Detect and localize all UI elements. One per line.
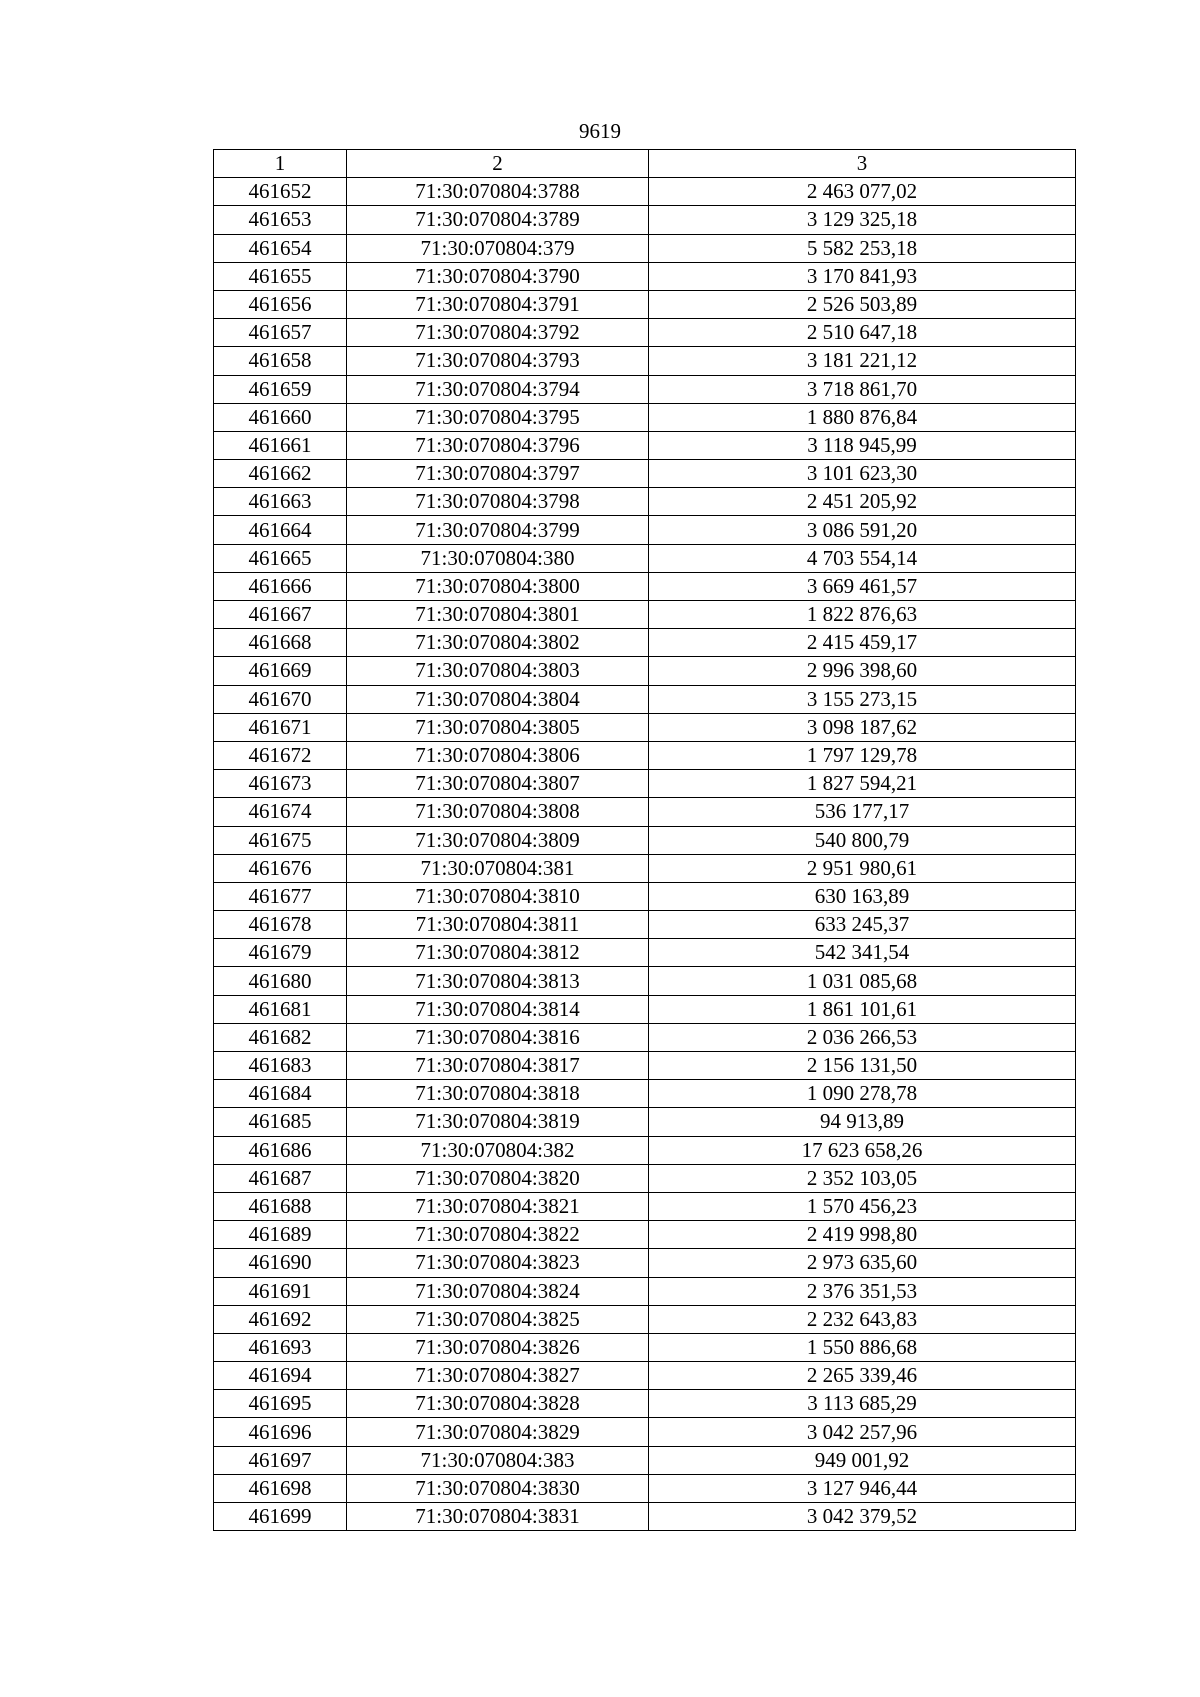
row-number-cell: 461686 — [214, 1136, 347, 1164]
value-cell: 3 127 946,44 — [649, 1474, 1076, 1502]
table-row — [214, 1080, 1076, 1108]
row-number-cell: 461653 — [214, 206, 347, 234]
value-cell: 2 419 998,80 — [649, 1221, 1076, 1249]
row-number-cell: 461671 — [214, 713, 347, 741]
value-cell: 633 245,37 — [649, 911, 1076, 939]
table-row — [214, 1474, 1076, 1502]
cadastral-number-cell: 71:30:070804:3796 — [347, 431, 649, 459]
row-number-cell: 461681 — [214, 995, 347, 1023]
value-cell: 540 800,79 — [649, 826, 1076, 854]
row-number-cell: 461668 — [214, 629, 347, 657]
cadastral-number-cell: 71:30:070804:3816 — [347, 1023, 649, 1051]
row-number-cell: 461676 — [214, 854, 347, 882]
value-cell: 3 155 273,15 — [649, 685, 1076, 713]
row-number-cell: 461663 — [214, 488, 347, 516]
table-row — [214, 854, 1076, 882]
table-row — [214, 319, 1076, 347]
value-cell: 1 880 876,84 — [649, 403, 1076, 431]
cadastral-number-cell: 71:30:070804:3794 — [347, 375, 649, 403]
cadastral-number-cell: 71:30:070804:3824 — [347, 1277, 649, 1305]
row-number-cell: 461674 — [214, 798, 347, 826]
table-row — [214, 1503, 1076, 1531]
cadastral-number-cell: 71:30:070804:383 — [347, 1446, 649, 1474]
row-number-cell: 461697 — [214, 1446, 347, 1474]
cadastral-number-cell: 71:30:070804:3801 — [347, 601, 649, 629]
cadastral-number-cell: 71:30:070804:3799 — [347, 516, 649, 544]
value-cell: 2 526 503,89 — [649, 290, 1076, 318]
value-cell: 3 118 945,99 — [649, 431, 1076, 459]
cadastral-number-cell: 71:30:070804:3811 — [347, 911, 649, 939]
row-number-cell: 461680 — [214, 967, 347, 995]
cadastral-number-cell: 71:30:070804:381 — [347, 854, 649, 882]
value-cell: 2 232 643,83 — [649, 1305, 1076, 1333]
row-number-cell: 461659 — [214, 375, 347, 403]
table-row — [214, 1418, 1076, 1446]
table-row — [214, 1052, 1076, 1080]
cadastral-number-cell: 71:30:070804:3797 — [347, 460, 649, 488]
table-row — [214, 206, 1076, 234]
cadastral-number-cell: 71:30:070804:3814 — [347, 995, 649, 1023]
table-body — [214, 178, 1076, 1531]
cadastral-number-cell: 71:30:070804:3830 — [347, 1474, 649, 1502]
row-number-cell: 461673 — [214, 770, 347, 798]
table-row — [214, 1446, 1076, 1474]
table-row — [214, 1108, 1076, 1136]
value-cell: 1 031 085,68 — [649, 967, 1076, 995]
row-number-cell: 461699 — [214, 1503, 347, 1531]
table-row — [214, 995, 1076, 1023]
cadastral-number-cell: 71:30:070804:3791 — [347, 290, 649, 318]
table-row — [214, 403, 1076, 431]
row-number-cell: 461666 — [214, 572, 347, 600]
value-cell: 2 376 351,53 — [649, 1277, 1076, 1305]
table-header — [214, 150, 1076, 178]
cadastral-number-cell: 71:30:070804:3812 — [347, 939, 649, 967]
row-number-cell: 461689 — [214, 1221, 347, 1249]
row-number-cell: 461695 — [214, 1390, 347, 1418]
table-row — [214, 1277, 1076, 1305]
table-row — [214, 939, 1076, 967]
cadastral-number-cell: 71:30:070804:3823 — [347, 1249, 649, 1277]
table-row — [214, 826, 1076, 854]
cadastral-number-cell: 71:30:070804:3806 — [347, 741, 649, 769]
value-cell: 3 113 685,29 — [649, 1390, 1076, 1418]
table-row — [214, 375, 1076, 403]
table-row — [214, 882, 1076, 910]
table-row — [214, 629, 1076, 657]
row-number-cell: 461684 — [214, 1080, 347, 1108]
value-cell: 2 973 635,60 — [649, 1249, 1076, 1277]
cadastral-number-cell: 71:30:070804:3825 — [347, 1305, 649, 1333]
value-cell: 2 415 459,17 — [649, 629, 1076, 657]
row-number-cell: 461660 — [214, 403, 347, 431]
row-number-cell: 461678 — [214, 911, 347, 939]
value-cell: 3 042 257,96 — [649, 1418, 1076, 1446]
cadastral-number-cell: 71:30:070804:3831 — [347, 1503, 649, 1531]
cadastral-number-cell: 71:30:070804:3798 — [347, 488, 649, 516]
cadastral-number-cell: 71:30:070804:3828 — [347, 1390, 649, 1418]
value-cell: 2 352 103,05 — [649, 1164, 1076, 1192]
row-number-cell: 461669 — [214, 657, 347, 685]
cadastral-number-cell: 71:30:070804:3793 — [347, 347, 649, 375]
cadastral-number-cell: 71:30:070804:3822 — [347, 1221, 649, 1249]
cadastral-number-cell: 71:30:070804:3807 — [347, 770, 649, 798]
cadastral-number-cell: 71:30:070804:3802 — [347, 629, 649, 657]
table-row — [214, 770, 1076, 798]
row-number-cell: 461655 — [214, 262, 347, 290]
value-cell: 1 090 278,78 — [649, 1080, 1076, 1108]
value-cell: 630 163,89 — [649, 882, 1076, 910]
cadastral-number-cell: 71:30:070804:3788 — [347, 178, 649, 206]
cadastral-number-cell: 71:30:070804:3808 — [347, 798, 649, 826]
page-number: 9619 — [579, 119, 621, 143]
table-row — [214, 431, 1076, 459]
table-row — [214, 234, 1076, 262]
row-number-cell: 461693 — [214, 1333, 347, 1361]
table-row — [214, 1390, 1076, 1418]
value-cell: 3 098 187,62 — [649, 713, 1076, 741]
row-number-cell: 461682 — [214, 1023, 347, 1051]
value-cell: 1 550 886,68 — [649, 1333, 1076, 1361]
table-row — [214, 685, 1076, 713]
column-header-2: 2 — [347, 150, 649, 178]
row-number-cell: 461664 — [214, 516, 347, 544]
cadastral-number-cell: 71:30:070804:3819 — [347, 1108, 649, 1136]
table-row — [214, 544, 1076, 572]
value-cell: 3 129 325,18 — [649, 206, 1076, 234]
row-number-cell: 461661 — [214, 431, 347, 459]
table-row — [214, 601, 1076, 629]
value-cell: 4 703 554,14 — [649, 544, 1076, 572]
value-cell: 3 669 461,57 — [649, 572, 1076, 600]
row-number-cell: 461672 — [214, 741, 347, 769]
cadastral-number-cell: 71:30:070804:3809 — [347, 826, 649, 854]
row-number-cell: 461657 — [214, 319, 347, 347]
row-number-cell: 461654 — [214, 234, 347, 262]
row-number-cell: 461688 — [214, 1192, 347, 1220]
table-row — [214, 1221, 1076, 1249]
value-cell: 94 913,89 — [649, 1108, 1076, 1136]
table-row — [214, 741, 1076, 769]
cadastral-number-cell: 71:30:070804:3817 — [347, 1052, 649, 1080]
cadastral-number-cell: 71:30:070804:379 — [347, 234, 649, 262]
table-row — [214, 516, 1076, 544]
row-number-cell: 461665 — [214, 544, 347, 572]
cadastral-number-cell: 71:30:070804:3820 — [347, 1164, 649, 1192]
row-number-cell: 461692 — [214, 1305, 347, 1333]
value-cell: 1 827 594,21 — [649, 770, 1076, 798]
row-number-cell: 461698 — [214, 1474, 347, 1502]
row-number-cell: 461696 — [214, 1418, 347, 1446]
row-number-cell: 461652 — [214, 178, 347, 206]
table-row — [214, 347, 1076, 375]
row-number-cell: 461675 — [214, 826, 347, 854]
cadastral-number-cell: 71:30:070804:3800 — [347, 572, 649, 600]
table-row — [214, 1192, 1076, 1220]
cadastral-number-cell: 71:30:070804:3829 — [347, 1418, 649, 1446]
cadastral-number-cell: 71:30:070804:380 — [347, 544, 649, 572]
cadastral-number-cell: 71:30:070804:3792 — [347, 319, 649, 347]
table-row — [214, 657, 1076, 685]
cadastral-number-cell: 71:30:070804:3804 — [347, 685, 649, 713]
table-row — [214, 713, 1076, 741]
table-row — [214, 798, 1076, 826]
value-cell: 3 086 591,20 — [649, 516, 1076, 544]
table-row — [214, 1362, 1076, 1390]
cadastral-number-cell: 71:30:070804:3827 — [347, 1362, 649, 1390]
row-number-cell: 461690 — [214, 1249, 347, 1277]
row-number-cell: 461656 — [214, 290, 347, 318]
table-row — [214, 1136, 1076, 1164]
value-cell: 2 463 077,02 — [649, 178, 1076, 206]
table-row — [214, 1023, 1076, 1051]
column-header-3: 3 — [649, 150, 1076, 178]
value-cell: 3 101 623,30 — [649, 460, 1076, 488]
value-cell: 3 170 841,93 — [649, 262, 1076, 290]
cadastral-number-cell: 71:30:070804:382 — [347, 1136, 649, 1164]
table-row — [214, 911, 1076, 939]
value-cell: 2 156 131,50 — [649, 1052, 1076, 1080]
cadastral-number-cell: 71:30:070804:3789 — [347, 206, 649, 234]
table-row — [214, 1305, 1076, 1333]
table-row — [214, 178, 1076, 206]
row-number-cell: 461658 — [214, 347, 347, 375]
value-cell: 949 001,92 — [649, 1446, 1076, 1474]
cadastral-number-cell: 71:30:070804:3810 — [347, 882, 649, 910]
value-cell: 2 451 205,92 — [649, 488, 1076, 516]
value-cell: 1 861 101,61 — [649, 995, 1076, 1023]
cadastral-number-cell: 71:30:070804:3818 — [347, 1080, 649, 1108]
value-cell: 1 822 876,63 — [649, 601, 1076, 629]
registry-table — [213, 149, 1076, 1531]
row-number-cell: 461677 — [214, 882, 347, 910]
row-number-cell: 461687 — [214, 1164, 347, 1192]
table-row — [214, 460, 1076, 488]
table-row — [214, 290, 1076, 318]
value-cell: 542 341,54 — [649, 939, 1076, 967]
cadastral-number-cell: 71:30:070804:3803 — [347, 657, 649, 685]
value-cell: 3 181 221,12 — [649, 347, 1076, 375]
column-header-1: 1 — [214, 150, 347, 178]
value-cell: 2 951 980,61 — [649, 854, 1076, 882]
value-cell: 2 036 266,53 — [649, 1023, 1076, 1051]
value-cell: 2 265 339,46 — [649, 1362, 1076, 1390]
table-row — [214, 1249, 1076, 1277]
value-cell: 5 582 253,18 — [649, 234, 1076, 262]
cadastral-number-cell: 71:30:070804:3795 — [347, 403, 649, 431]
row-number-cell: 461670 — [214, 685, 347, 713]
table-row — [214, 1333, 1076, 1361]
row-number-cell: 461685 — [214, 1108, 347, 1136]
row-number-cell: 461683 — [214, 1052, 347, 1080]
value-cell: 1 797 129,78 — [649, 741, 1076, 769]
row-number-cell: 461691 — [214, 1277, 347, 1305]
cadastral-number-cell: 71:30:070804:3813 — [347, 967, 649, 995]
value-cell: 2 510 647,18 — [649, 319, 1076, 347]
header-row — [214, 150, 1076, 178]
table-row — [214, 572, 1076, 600]
cadastral-number-cell: 71:30:070804:3805 — [347, 713, 649, 741]
table-row — [214, 1164, 1076, 1192]
cadastral-number-cell: 71:30:070804:3790 — [347, 262, 649, 290]
cadastral-number-cell: 71:30:070804:3826 — [347, 1333, 649, 1361]
value-cell: 2 996 398,60 — [649, 657, 1076, 685]
row-number-cell: 461679 — [214, 939, 347, 967]
table-row — [214, 967, 1076, 995]
value-cell: 536 177,17 — [649, 798, 1076, 826]
row-number-cell: 461667 — [214, 601, 347, 629]
table-row — [214, 262, 1076, 290]
cadastral-number-cell: 71:30:070804:3821 — [347, 1192, 649, 1220]
value-cell: 1 570 456,23 — [649, 1192, 1076, 1220]
row-number-cell: 461662 — [214, 460, 347, 488]
value-cell: 3 042 379,52 — [649, 1503, 1076, 1531]
row-number-cell: 461694 — [214, 1362, 347, 1390]
table-row — [214, 488, 1076, 516]
value-cell: 17 623 658,26 — [649, 1136, 1076, 1164]
value-cell: 3 718 861,70 — [649, 375, 1076, 403]
